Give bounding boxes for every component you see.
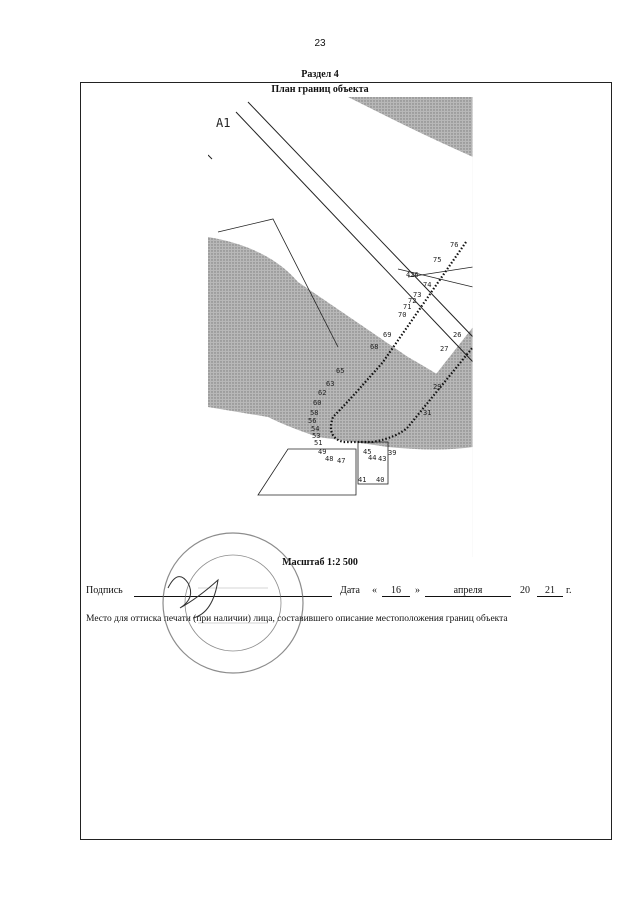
- plan-title: План границ объекта: [271, 84, 369, 95]
- point-label: 40: [376, 476, 385, 484]
- point-label: 60: [313, 399, 322, 407]
- page-number: 23: [314, 38, 326, 49]
- date-day: 16: [382, 585, 410, 597]
- point-label: 39: [388, 449, 397, 457]
- point-label: 426: [406, 271, 419, 279]
- terrain-area-main: [208, 237, 473, 450]
- point-label: 54: [311, 425, 320, 433]
- point-label: 69: [383, 331, 392, 339]
- date-year-unit: г.: [566, 585, 572, 596]
- point-label: 51: [314, 439, 323, 447]
- point-label: 74: [423, 281, 432, 289]
- point-label: 65: [336, 367, 345, 375]
- signature-label: Подпись: [86, 585, 123, 596]
- point-label: 49: [318, 448, 327, 456]
- date-quote-open: «: [372, 585, 377, 596]
- terrain-area-top: [348, 97, 473, 157]
- point-label: 53: [312, 432, 321, 440]
- point-label: 70: [398, 311, 407, 319]
- point-label: 72: [408, 297, 417, 305]
- stamp-place-text: Место для оттиска печати (при наличии) лица, составившего описание местоположения границ объекта: [86, 614, 508, 624]
- point-label: 58: [310, 409, 319, 417]
- point-label: 47: [337, 457, 346, 465]
- point-label: 73: [413, 291, 422, 299]
- point-label: 31: [423, 409, 432, 417]
- date-month: апреля: [425, 585, 511, 597]
- point-label: 56: [308, 417, 317, 425]
- date-year-prefix: 20: [520, 585, 530, 596]
- map-scale: Масштаб 1:2 500: [282, 557, 358, 568]
- point-label: 44: [368, 454, 377, 462]
- engineer-seal: [158, 528, 308, 678]
- point-label: 68: [370, 343, 379, 351]
- date-year-suffix: 21: [537, 585, 563, 597]
- point-label: 43: [378, 455, 387, 463]
- point-label: 29: [433, 383, 442, 391]
- point-label: 48: [325, 455, 334, 463]
- parcel-outline: [258, 449, 356, 495]
- point-label: 63: [326, 380, 335, 388]
- point-label: 41: [358, 476, 367, 484]
- point-label: 76: [450, 241, 459, 249]
- point-label: 45: [363, 448, 372, 456]
- signature-scribble: [168, 577, 218, 618]
- date-quote-close: »: [415, 585, 420, 596]
- road-line: [208, 155, 212, 159]
- section-title: Раздел 4: [301, 69, 339, 80]
- boundary-map: [208, 97, 473, 557]
- date-label: Дата: [340, 585, 360, 596]
- point-label: 26: [453, 331, 462, 339]
- point-label: 75: [433, 256, 442, 264]
- point-label: 71: [403, 303, 412, 311]
- point-label: 27: [440, 345, 449, 353]
- point-label: 62: [318, 389, 327, 397]
- road-label: A1: [216, 116, 231, 130]
